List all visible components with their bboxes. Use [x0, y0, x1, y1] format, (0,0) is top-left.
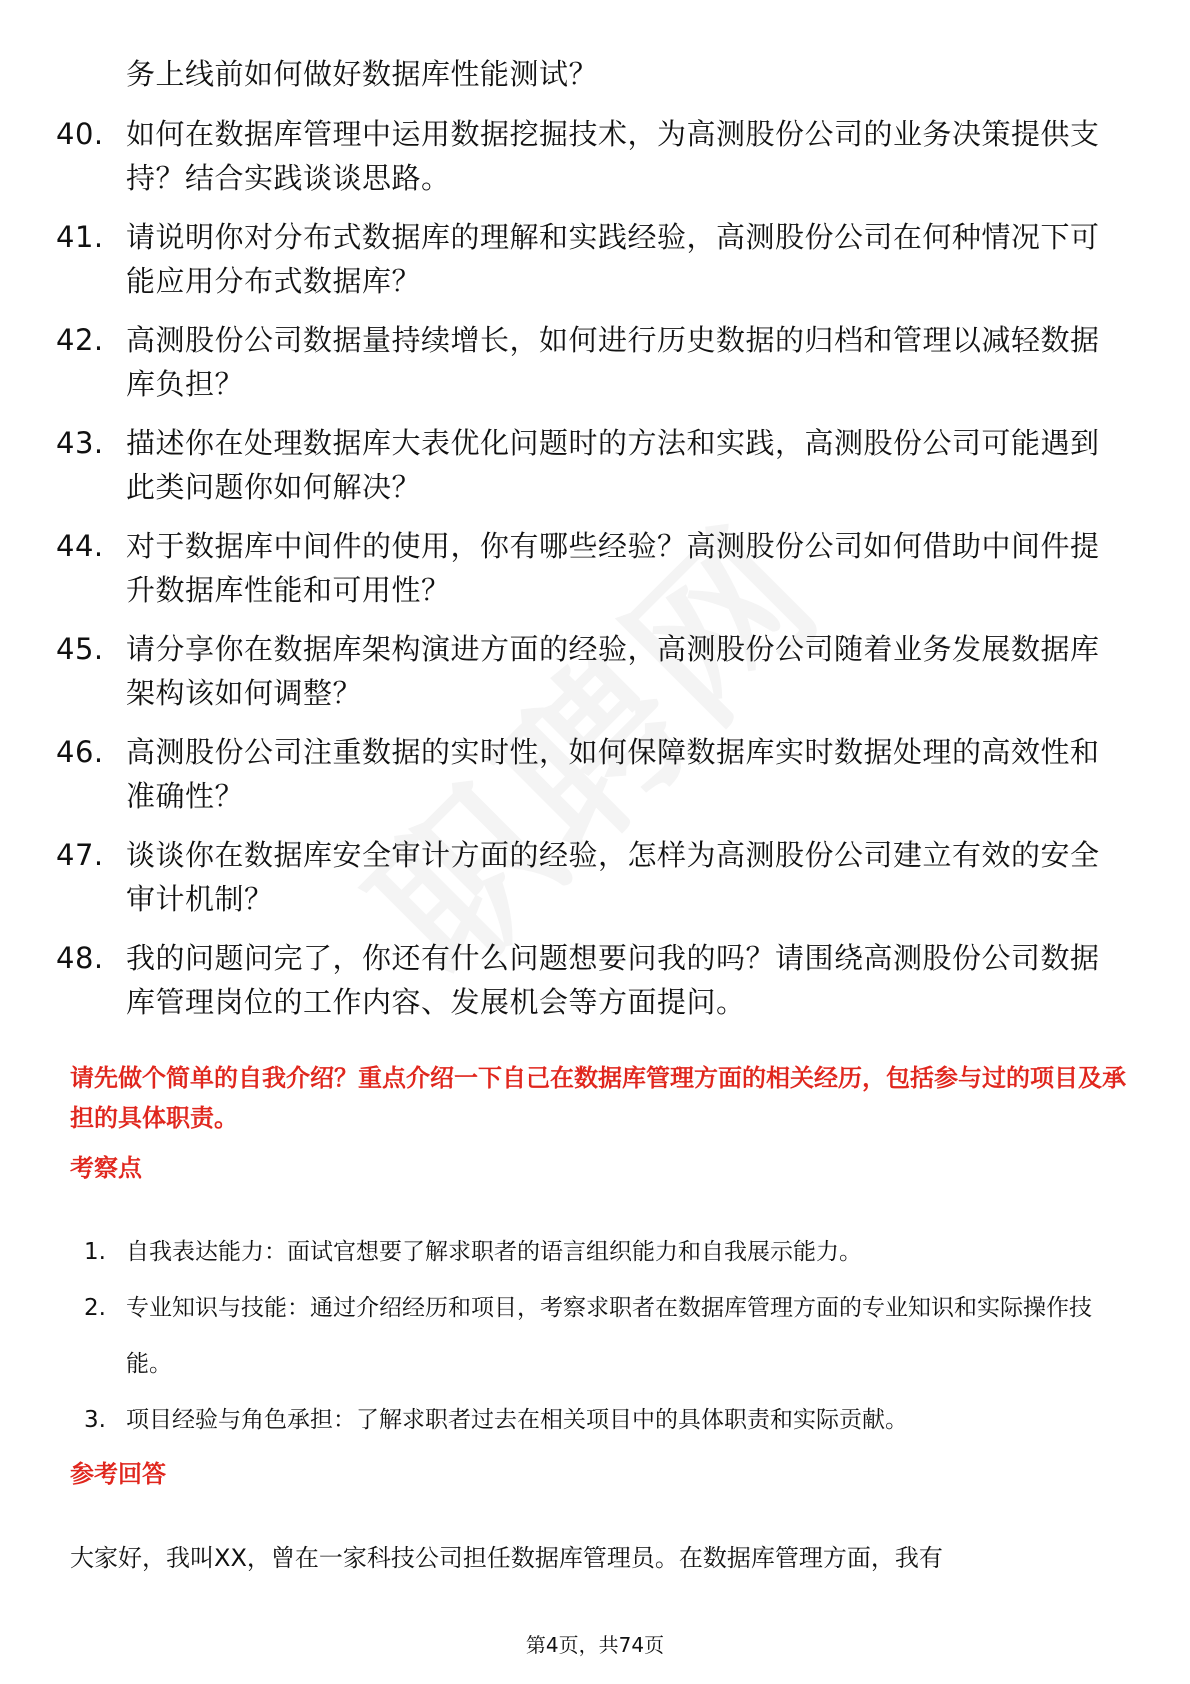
highlighted-question: 请先做个简单的自我介绍？重点介绍一下自己在数据库管理方面的相关经历，包括参与过的项目及承担的具体职责。 — [70, 1064, 1126, 1132]
question-text: 请分享你在数据库架构演进方面的经验，高测股份公司随着业务发展数据库架构该如何调整？ — [126, 632, 1100, 710]
point-text: 项目经验与角色承担：了解求职者过去在相关项目中的具体职责和实际贡献。 — [126, 1407, 908, 1433]
question-text: 谈谈你在数据库安全审计方面的经验，怎样为高测股份公司建立有效的安全审计机制？ — [126, 838, 1100, 916]
question-text: 请说明你对分布式数据库的理解和实践经验，高测股份公司在何种情况下可能应用分布式数据库？ — [126, 220, 1100, 298]
question-text: 高测股份公司注重数据的实时性，如何保障数据库实时数据处理的高效性和准确性？ — [126, 735, 1100, 813]
question-number: 40. — [56, 117, 104, 151]
question-item — [56, 112, 1126, 200]
assessment-point — [84, 1224, 1134, 1280]
question-text: 如何在数据库管理中运用数据挖掘技术，为高测股份公司的业务决策提供支持？结合实践谈谈思路。 — [126, 117, 1100, 195]
question-number: 42. — [56, 323, 104, 357]
question-list — [56, 112, 1126, 1039]
page-footer: 第4页，共74页 — [525, 1633, 665, 1657]
section-heading-answer: 参考回答 — [70, 1460, 166, 1488]
question-item — [56, 730, 1126, 818]
question-text: 描述你在处理数据库大表优化问题时的方法和实践，高测股份公司可能遇到此类问题你如何解决？ — [126, 426, 1100, 504]
reference-answer: 大家好，我叫XX，曾在一家科技公司担任数据库管理员。在数据库管理方面，我有 — [70, 1544, 943, 1572]
question-item — [56, 524, 1126, 612]
question-number: 43. — [56, 426, 104, 460]
question-item — [56, 318, 1126, 406]
question-number: 45. — [56, 632, 104, 666]
assessment-point — [84, 1392, 1134, 1448]
question-number: 44. — [56, 529, 104, 563]
question-number: 48. — [56, 941, 104, 975]
section-heading-points: 考察点 — [70, 1154, 142, 1182]
question-text: 对于数据库中间件的使用，你有哪些经验？高测股份公司如何借助中间件提升数据库性能和可用性？ — [126, 529, 1100, 607]
assessment-points-list — [84, 1224, 1134, 1448]
assessment-point — [84, 1280, 1134, 1392]
question-text: 我的问题问完了，你还有什么问题想要问我的吗？请围绕高测股份公司数据库管理岗位的工作内容、发展机会等方面提问。 — [126, 941, 1100, 1019]
point-text: 自我表达能力：面试官想要了解求职者的语言组织能力和自我展示能力。 — [126, 1239, 862, 1265]
point-text: 专业知识与技能：通过介绍经历和项目，考察求职者在数据库管理方面的专业知识和实际操作技能。 — [126, 1295, 1092, 1377]
question-item — [56, 421, 1126, 509]
point-number: 1. — [84, 1239, 106, 1265]
question-number: 41. — [56, 220, 104, 254]
question-item — [56, 215, 1126, 303]
question-item — [56, 936, 1126, 1024]
question-item — [56, 833, 1126, 921]
continuation-line: 务上线前如何做好数据库性能测试？ — [126, 57, 599, 91]
point-number: 2. — [84, 1295, 106, 1321]
question-number: 47. — [56, 838, 104, 872]
question-text: 高测股份公司数据量持续增长，如何进行历史数据的归档和管理以减轻数据库负担？ — [126, 323, 1100, 401]
question-item — [56, 627, 1126, 715]
point-number: 3. — [84, 1407, 106, 1433]
question-number: 46. — [56, 735, 104, 769]
